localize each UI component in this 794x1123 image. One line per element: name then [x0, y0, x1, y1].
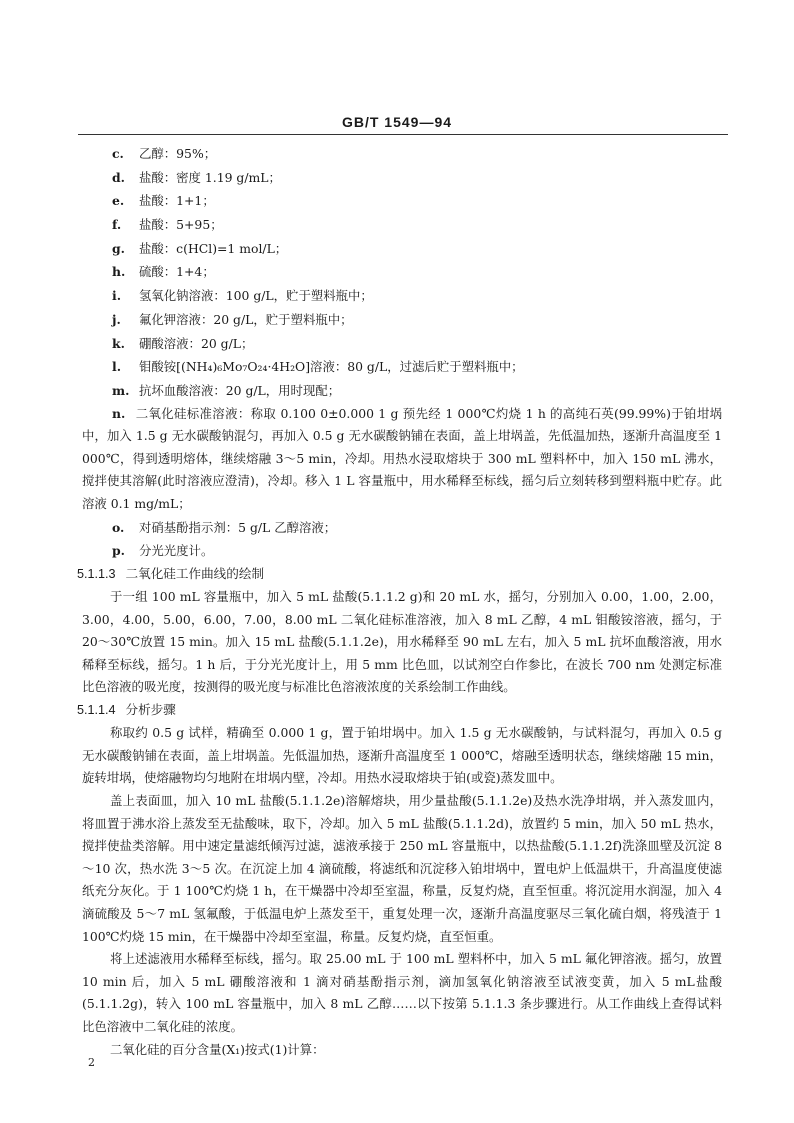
section-heading: [77, 699, 722, 722]
list-item-text: 盐酸：c(HCl)=1 mol/L；: [139, 240, 288, 256]
list-item-label: l.: [112, 359, 122, 375]
list-item-label: f.: [112, 217, 122, 233]
list-item-text: 对硝基酚指示剂：5 g/L 乙醇溶液；: [139, 519, 337, 535]
page-number: 2: [88, 1056, 95, 1069]
list-item-label: p.: [112, 543, 125, 559]
list-item: [82, 308, 722, 332]
list-item-label: m.: [112, 382, 130, 398]
list-item-label: n.: [112, 405, 126, 421]
section-title: 分析步骤: [125, 703, 176, 718]
list-item-label: e.: [112, 193, 125, 209]
list-item: [82, 189, 722, 213]
list-item-label: g.: [112, 240, 125, 256]
section-number: 5.1.1.4: [77, 703, 116, 718]
list-item-label: k.: [112, 335, 125, 351]
list-item: [82, 355, 722, 379]
list-item-text: 氢氧化钠溶液：100 g/L，贮于塑料瓶中；: [139, 288, 373, 304]
list-item: [82, 539, 722, 563]
section-title: 二氧化硅工作曲线的绘制: [125, 566, 265, 581]
list-item: [82, 379, 722, 403]
list-item-text: 抗坏血酸溶液：20 g/L，用时现配；: [139, 382, 341, 398]
list-item-label: o.: [112, 519, 125, 535]
section-number: 5.1.1.3: [77, 566, 116, 581]
list-item-label: i.: [112, 288, 122, 304]
list-item-text: 分光光度计。: [139, 543, 214, 559]
list-item-text: 二氧化硅标准溶液：称取 0.100 0±0.000 1 g 预先经 1 000℃灼烧 1 h 的高纯石英(99.99%)于铂坩埚中，加入 1.5 g 无水碳酸钠混匀，再加入 0.5 g 无水碳酸钠铺在表面，盖上坩埚盖，先低温加热，逐渐升高温度至 1 000℃，得到透明熔体，继续熔融 3～5 min，冷却。用热水浸取熔块于 300 mL 塑料杯中，加入 150 mL 沸水，搅拌使其溶解(此时溶液应澄清)，冷却。移入 1 L 容量瓶中，用水稀释至标线，摇匀后立刻转移到塑料瓶中贮存。此溶液 0.1 mg/mL；: [82, 405, 722, 511]
paragraph: 盖上表面皿，加入 10 mL 盐酸(5.1.1.2e)溶解熔块，用少量盐酸(5.1.1.2e)及热水洗净坩埚，并入蒸发皿内，将皿置于沸水浴上蒸发至无盐酸味，取下，冷却。加入 5 mL 盐酸(5.1.1.2d)，放置约 5 min，加入 50 mL 热水，搅拌使盐类溶解。用中速定量滤纸倾泻过滤，滤液承接于 250 mL 容量瓶中，以热盐酸(5.1.1.2f)洗涤皿壁及沉淀 8～10 次，热水洗 3～5 次。在沉淀上加 4 滴硫酸，将滤纸和沉淀移入铂坩埚中，置电炉上低温烘干，升高温度使滤纸充分灰化。于 1 100℃灼烧 1 h，在干燥器中冷却至室温，称量，反复灼烧，直至恒重。将沉淀用水润湿，加入 4 滴硫酸及 5～7 mL 氢氟酸，于低温电炉上蒸发至干，重复处理一次，逐渐升高温度驱尽三氧化硫白烟，将残渣于 1 100℃灼烧 15 min，在干燥器中冷却至室温，称量。反复灼烧，直至恒重。: [82, 793, 722, 944]
list-item-label: h.: [112, 264, 126, 280]
list-item: [82, 213, 722, 237]
list-item-text: 乙醇：95%；: [139, 146, 217, 161]
list-item-text: 盐酸：密度 1.19 g/mL；: [139, 169, 281, 185]
paragraph: 于一组 100 mL 容量瓶中，加入 5 mL 盐酸(5.1.1.2 g)和 20 mL 水，摇匀，分别加入 0.00，1.00，2.00，3.00，4.00，5.00，6.00，7.00，8.00 mL 二氧化硅标准溶液，加入 8 mL 乙醇，4 mL 钼酸铵溶液，摇匀，于 20～30℃放置 15 min。加入 15 mL 盐酸(5.1.1.2e)，用水稀释至 90 mL 左右，加入 5 mL 抗坏血酸溶液，用水稀释至标线，摇匀。1 h 后，于分光光度计上，用 5 mm 比色皿，以试剂空白作参比，在波长 700 nm 处测定标准比色溶液的吸光度，按测得的吸光度与标准比色溶液浓度的关系绘制工作曲线。: [82, 589, 722, 695]
paragraph: 二氧化硅的百分含量(X₁)按式(1)计算：: [110, 1041, 325, 1057]
list-item-label: d.: [112, 169, 125, 185]
page-header: GB/T 1549—94: [341, 114, 453, 130]
list-item: [82, 332, 722, 356]
list-item-text: 盐酸：1+1；: [139, 193, 215, 209]
list-item: [82, 260, 722, 284]
list-item-text: 硫酸：1+4；: [139, 264, 215, 280]
list-item: [82, 237, 722, 261]
paragraph: 称取约 0.5 g 试样，精确至 0.000 1 g，置于铂坩埚中。加入 1.5 g 无水碳酸钠，与试料混匀，再加入 0.5 g 无水碳酸钠铺在表面，盖上坩埚盖。先低温加热，逐渐升高温度至 1 000℃，熔融至透明状态，继续熔融 15 min，旋转坩埚，使熔融物均匀地附在坩埚内壁，冷却。用热水浸取熔块于铂(或瓷)蒸发皿中。: [82, 725, 722, 786]
list-item: [82, 166, 722, 190]
list-item: [82, 284, 722, 308]
list-item-n: [82, 403, 722, 516]
paragraph: 将上述滤液用水稀释至标线，摇匀。取 25.00 mL 于 100 mL 塑料杯中，加入 5 mL 氟化钾溶液。摇匀，放置 10 min 后，加入 5 mL 硼酸溶液和 1 滴对硝基酚指示剂，滴加氢氧化钠溶液至试液变黄，加入 5 mL盐酸(5.1.1.2g)，转入 100 mL 容量瓶中，加入 8 mL 乙醇……以下按第 5.1.1.3 条步骤进行。从工作曲线上查得试料比色溶液中二氧化硅的浓度。: [82, 951, 722, 1034]
list-item-label: j.: [112, 311, 121, 327]
list-item-text: 钼酸铵[(NH₄)₆Mo₇O₂₄·4H₂O]溶液：80 g/L，过滤后贮于塑料瓶中；: [139, 359, 524, 375]
list-item-text: 硼酸溶液：20 g/L；: [139, 335, 254, 351]
document-body: [77, 142, 722, 1061]
list-item: [82, 142, 722, 166]
list-item-text: 氟化钾溶液：20 g/L，贮于塑料瓶中；: [139, 311, 353, 327]
section-heading: [77, 563, 722, 586]
list-item: [82, 516, 722, 540]
list-item-label: c.: [112, 146, 124, 161]
list-item-text: 盐酸：5+95；: [139, 217, 223, 233]
header-rule: [78, 134, 728, 135]
